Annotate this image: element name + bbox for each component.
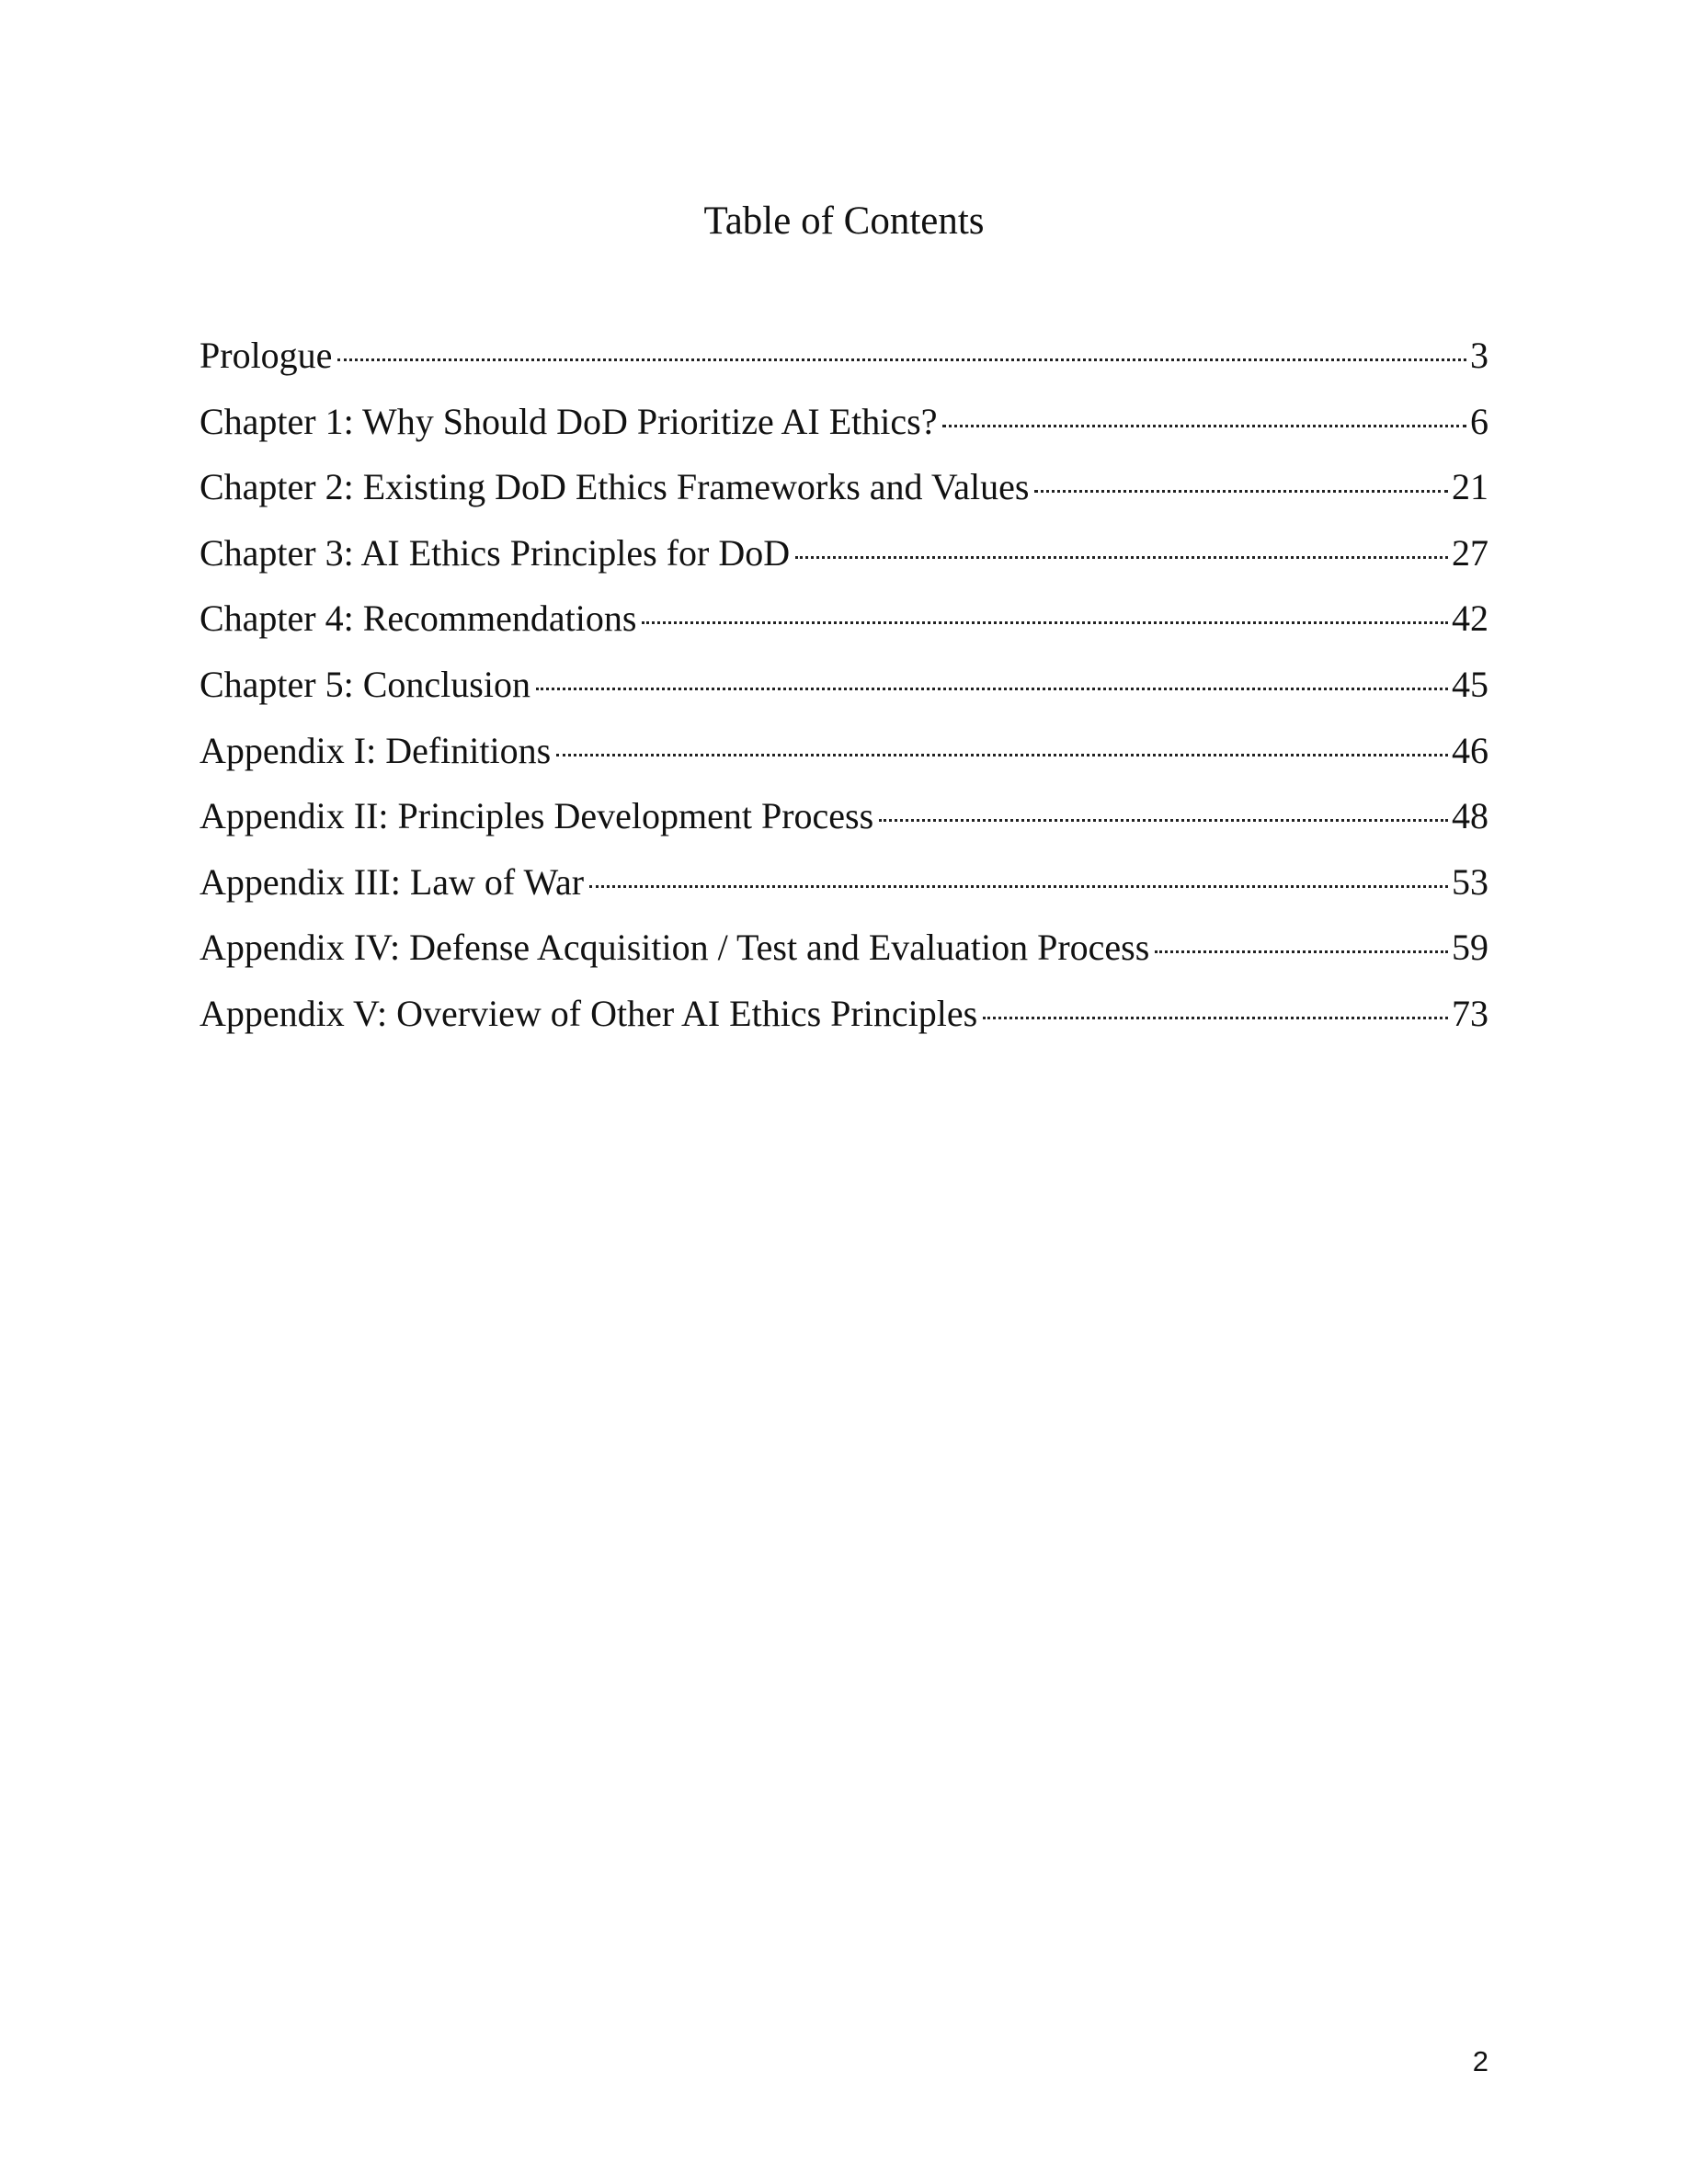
toc-entry-page: 45 (1452, 663, 1488, 705)
dot-leader (589, 885, 1448, 888)
toc-entry-page: 46 (1452, 729, 1488, 771)
toc-entry-page: 42 (1452, 597, 1488, 640)
toc-list (200, 330, 1488, 1054)
toc-entry-page: 59 (1452, 927, 1488, 969)
toc-entry-appendix-5[interactable] (200, 988, 1488, 1054)
toc-entry-label: Chapter 4: Recommendations (200, 597, 637, 640)
toc-entry-label: Appendix V: Overview of Other AI Ethics Principles (200, 992, 978, 1034)
dot-leader (942, 425, 1466, 427)
toc-entry-page: 3 (1470, 335, 1488, 376)
toc-entry-page: 27 (1452, 531, 1488, 574)
dot-leader (1155, 950, 1448, 953)
page-number: 2 (1472, 2045, 1488, 2077)
dot-leader (983, 1017, 1448, 1019)
toc-entry-label: Chapter 2: Existing DoD Ethics Frameworks and Values (200, 466, 1030, 508)
dot-leader (879, 819, 1448, 822)
dot-leader (556, 754, 1448, 756)
toc-entry-label: Chapter 5: Conclusion (200, 663, 530, 705)
toc-entry-label: Chapter 1: Why Should DoD Prioritize AI Ethics? (200, 400, 938, 442)
toc-entry-page: 73 (1452, 992, 1488, 1034)
toc-entry-page: 53 (1452, 860, 1488, 903)
toc-entry-label: Prologue (200, 335, 333, 376)
toc-entry-label: Chapter 3: AI Ethics Principles for DoD (200, 531, 791, 574)
toc-entry-chapter-4[interactable] (200, 593, 1488, 659)
toc-entry-label: Appendix I: Definitions (200, 729, 552, 771)
toc-entry-chapter-3[interactable] (200, 528, 1488, 594)
toc-entry-chapter-5[interactable] (200, 659, 1488, 725)
dot-leader (337, 358, 1466, 361)
toc-entry-prologue[interactable] (200, 330, 1488, 396)
dot-leader (642, 621, 1448, 624)
toc-entry-page: 6 (1470, 400, 1488, 442)
toc-entry-label: Appendix II: Principles Development Process (200, 795, 874, 837)
toc-entry-page: 48 (1452, 795, 1488, 837)
toc-entry-chapter-2[interactable] (200, 461, 1488, 528)
dot-leader (795, 556, 1448, 559)
toc-entry-appendix-4[interactable] (200, 922, 1488, 988)
toc-entry-label: Appendix III: Law of War (200, 860, 585, 903)
toc-entry-appendix-1[interactable] (200, 725, 1488, 791)
toc-entry-label: Appendix IV: Defense Acquisition / Test and Evaluation Process (200, 927, 1150, 969)
toc-title: Table of Contents (703, 199, 985, 243)
dot-leader (1034, 490, 1448, 493)
toc-entry-appendix-3[interactable] (200, 857, 1488, 923)
toc-entry-appendix-2[interactable] (200, 791, 1488, 857)
toc-entry-page: 21 (1452, 466, 1488, 508)
dot-leader (536, 688, 1448, 690)
toc-entry-chapter-1[interactable] (200, 396, 1488, 462)
